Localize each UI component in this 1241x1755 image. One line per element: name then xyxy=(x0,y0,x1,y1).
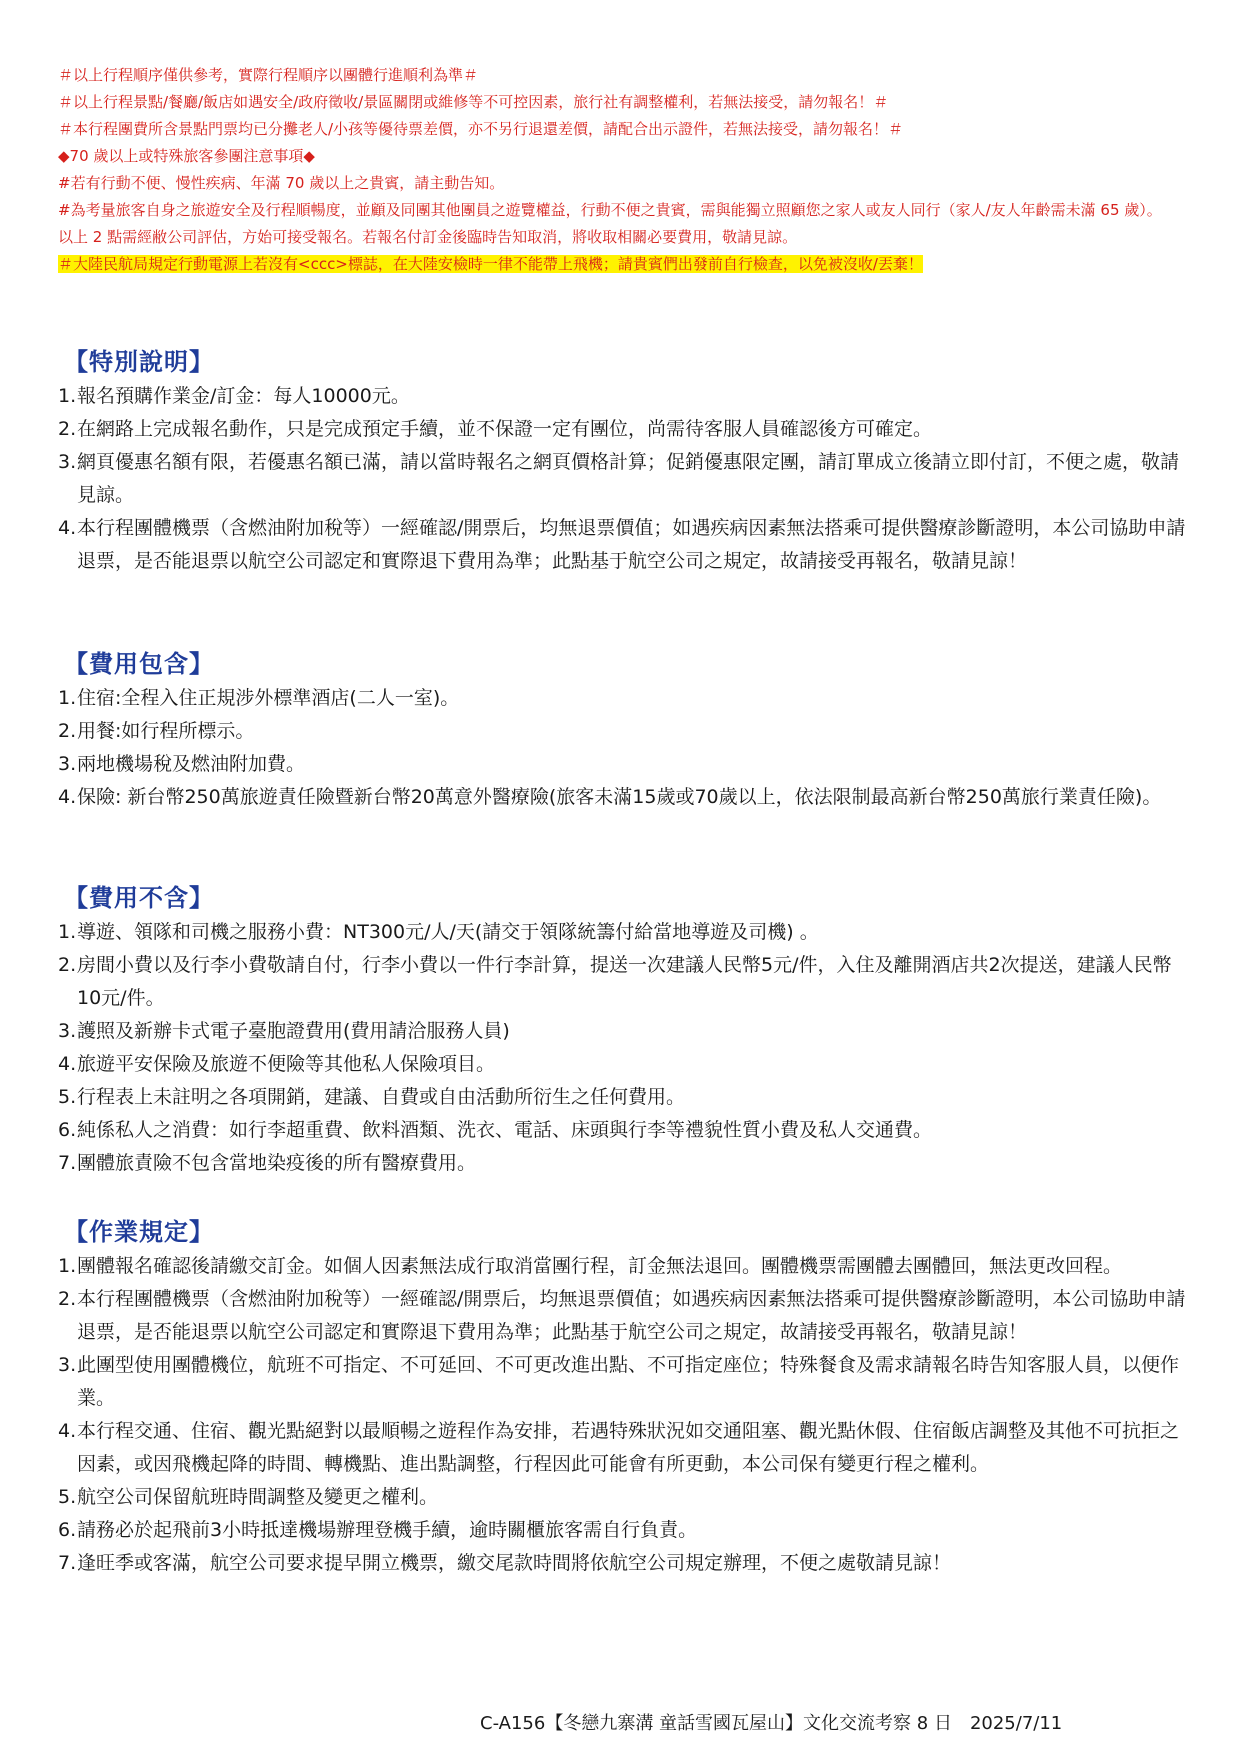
list-item: 6. 請務必於起飛前3小時抵達機場辦理登機手續，逾時關櫃旅客需自行負責。 xyxy=(58,1519,698,1541)
notice-line: ◆70 歲以上或特殊旅客參團注意事項◆ xyxy=(58,147,315,165)
section-special-notes xyxy=(58,346,1193,578)
notice-line: ＃以上行程順序僅供參考，實際行程順序以團體行進順利為準＃ xyxy=(58,66,479,84)
list-item: 1. 導遊、領隊和司機之服務小費：NT300元/人/天(請交于領隊統籌付給當地導遊及司機) 。 xyxy=(58,921,819,943)
list-item: 7. 團體旅責險不包含當地染疫後的所有醫療費用。 xyxy=(58,1152,477,1174)
list-item: 6. 純係私人之消費：如行李超重費、飲料酒類、洗衣、電話、床頭與行李等禮貌性質小費及私人交通費。 xyxy=(58,1119,933,1141)
section-title: 【費用包含】 xyxy=(64,650,214,678)
list-item: 2. 在網路上完成報名動作，只是完成預定手續，並不保證一定有團位，尚需待客服人員確認後方可確定。 xyxy=(58,418,933,440)
list-item: 4. 本行程交通、住宿、觀光點絕對以最順暢之遊程作為安排，若遇特殊狀況如交通阻塞、觀光點休假、住宿飯店調整及其他不可抗拒之因素，或因飛機起降的時間、轉機點、進出點調整，行程因此可能會有所更動，本公司保有變更行程之權利。 xyxy=(58,1420,1180,1475)
section-title: 【費用不含】 xyxy=(64,884,214,912)
list-item: 2. 用餐:如行程所標示。 xyxy=(58,720,255,742)
list-item: 1. 報名預購作業金/訂金：每人10000元。 xyxy=(58,385,410,407)
notice-line: ＃本行程團費所含景點門票均已分攤老人/小孩等優待票差價，亦不另行退還差價，請配合出示證件，若無法接受，請勿報名！＃ xyxy=(58,120,904,138)
notice-block xyxy=(58,62,1188,278)
page-footer: C-A156【冬戀九寨溝 童話雪國瓦屋山】文化交流考察 8 日 2025/7/11 xyxy=(480,1713,1063,1734)
list-item: 1. 團體報名確認後請繳交訂金。如個人因素無法成行取消當團行程，訂金無法退回。團體機票需團體去團體回，無法更改回程。 xyxy=(58,1255,1123,1277)
highlighted-text: ＃大陸民航局規定行動電源上若沒有<ccc>標誌，在大陸安檢時一律不能帶上飛機；請貴賓們出發前自行檢查，以免被沒收/丟棄！ xyxy=(58,255,923,273)
list-item: 2. 本行程團體機票（含燃油附加稅等）一經確認/開票后，均無退票價值；如遇疾病因素無法搭乘可提供醫療診斷證明，本公司協助申請退票，是否能退票以航空公司認定和實際退下費用為準；此點基于航空公司之規定，故請接受再報名，敬請見諒！ xyxy=(58,1288,1186,1343)
list-item: 5. 航空公司保留航班時間調整及變更之權利。 xyxy=(58,1486,439,1508)
list-item: 3. 此團型使用團體機位，航班不可指定、不可延回、不可更改進出點、不可指定座位；特殊餐食及需求請報名時告知客服人員，以便作業。 xyxy=(58,1354,1180,1409)
list-item: 4. 旅遊平安保險及旅遊不便險等其他私人保險項目。 xyxy=(58,1053,496,1075)
section-fee-excluded xyxy=(58,882,1193,1180)
list-item: 3. 護照及新辦卡式電子臺胞證費用(費用請洽服務人員) xyxy=(58,1020,510,1042)
section-title: 【特別說明】 xyxy=(64,348,214,376)
list-item: 1. 住宿:全程入住正規涉外標準酒店(二人一室)。 xyxy=(58,687,460,709)
notice-line: 以上 2 點需經敝公司評估，方始可接受報名。若報名付訂金後臨時告知取消，將收取相關必要費用，敬請見諒。 xyxy=(58,228,798,246)
section-fee-included xyxy=(58,648,1193,814)
notice-line: ＃以上行程景點/餐廳/飯店如遇安全/政府徵收/景區關閉或維修等不可控因素，旅行社有調整權利，若無法接受，請勿報名！＃ xyxy=(58,93,889,111)
section-operating-rules xyxy=(58,1216,1193,1580)
notice-highlighted-line xyxy=(58,251,1188,278)
list-item: 3. 兩地機場稅及燃油附加費。 xyxy=(58,753,306,775)
list-item: 3. 網頁優惠名額有限，若優惠名額已滿，請以當時報名之網頁價格計算；促銷優惠限定團，請訂單成立後請立即付訂，不便之處，敬請見諒。 xyxy=(58,451,1180,506)
section-title: 【作業規定】 xyxy=(64,1218,214,1246)
list-item: 2. 房間小費以及行李小費敬請自付，行李小費以一件行李計算，提送一次建議人民幣5元/件，入住及離開酒店共2次提送，建議人民幣10元/件。 xyxy=(58,954,1172,1009)
list-item: 5. 行程表上未註明之各項開銷，建議、自費或自由活動所衍生之任何費用。 xyxy=(58,1086,686,1108)
list-item: 7. 逢旺季或客滿，航空公司要求提早開立機票，繳交尾款時間將依航空公司規定辦理，不便之處敬請見諒！ xyxy=(58,1552,952,1574)
list-item: 4. 保險: 新台幣250萬旅遊責任險暨新台幣20萬意外醫療險(旅客未滿15歲或70歲以上，依法限制最高新台幣250萬旅行業責任險)。 xyxy=(58,786,1162,808)
notice-line: #若有行動不便、慢性疾病、年滿 70 歲以上之貴賓，請主動告知。 xyxy=(58,174,505,192)
notice-line: #為考量旅客自身之旅遊安全及行程順暢度，並顧及同團其他團員之遊覽權益，行動不便之貴賓，需與能獨立照顧您之家人或友人同行（家人/友人年齡需未滿 65 歲）。 xyxy=(58,201,1162,219)
list-item: 4. 本行程團體機票（含燃油附加稅等）一經確認/開票后，均無退票價值；如遇疾病因素無法搭乘可提供醫療診斷證明，本公司協助申請退票，是否能退票以航空公司認定和實際退下費用為準；此點基于航空公司之規定，故請接受再報名，敬請見諒！ xyxy=(58,517,1186,572)
